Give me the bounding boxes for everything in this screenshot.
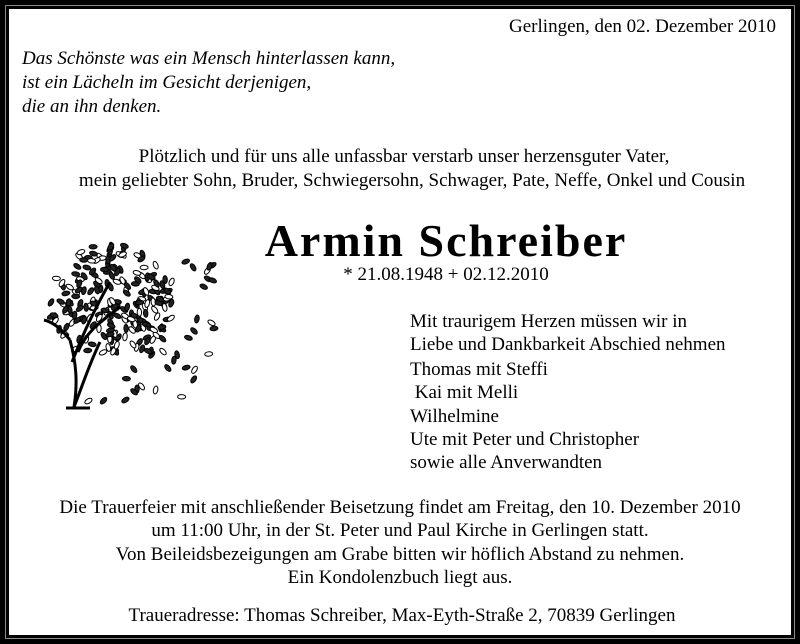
leaf — [130, 365, 139, 374]
mourners-intro-line: Liebe und Dankbarkeit Abschied nehmen — [410, 334, 726, 355]
funeral-line: Ein Kondolenzbuch liegt aus. — [287, 567, 513, 588]
leaf — [122, 333, 128, 342]
leaf — [62, 290, 71, 296]
funeral-line: Von Beileidsbezeigungen am Grabe bitten wir höflich Abstand zu nehmen. — [115, 544, 685, 565]
leaf — [190, 365, 198, 374]
leaf — [84, 348, 92, 353]
leaf — [143, 309, 148, 317]
leaf — [87, 287, 95, 296]
leaf — [99, 396, 108, 405]
leaf — [182, 364, 191, 370]
mourner: Ute mit Peter und Christopher — [410, 429, 640, 450]
leaf — [124, 324, 129, 332]
poem-line: die an ihn denken. — [22, 96, 162, 117]
leaf — [178, 395, 186, 400]
funeral-line: Die Trauerfeier mit anschließender Beisetzung findet am Freitag, den 10. Dezember 2010 — [59, 497, 741, 518]
life-dates: * 21.08.1948 + 02.12.2010 — [343, 264, 549, 285]
leaf — [166, 314, 175, 322]
leaf — [47, 298, 55, 307]
leaf — [121, 396, 130, 404]
leaf — [165, 294, 174, 299]
leaf — [204, 351, 212, 356]
leaf — [153, 312, 161, 321]
deceased-name: Armin Schreiber — [264, 215, 628, 266]
funeral-line: um 11:00 Uhr, in der St. Peter und Paul Kirche in Gerlingen statt. — [151, 520, 649, 541]
leaf — [153, 386, 159, 395]
leaf — [124, 303, 130, 312]
leaf — [129, 340, 137, 349]
leaf — [88, 341, 97, 347]
leaf — [56, 298, 65, 305]
mourner: sowie alle Anverwandten — [410, 452, 603, 473]
leaf — [122, 289, 131, 297]
leaf — [158, 334, 167, 343]
leaf — [199, 283, 208, 290]
leaf — [137, 308, 142, 316]
leaf — [107, 322, 116, 329]
mourners-intro-line: Mit traurigem Herzen müssen wir in — [410, 311, 688, 332]
leaf — [190, 327, 199, 336]
leaf — [84, 303, 89, 311]
leaf — [190, 375, 198, 384]
leaf — [75, 304, 84, 313]
leaf — [159, 347, 168, 356]
leaf — [164, 364, 173, 373]
poem-line: Das Schönste was ein Mensch hinterlassen kann, — [22, 48, 396, 69]
leaf — [84, 397, 93, 405]
leaf — [194, 315, 200, 324]
intro-line: Plötzlich und für uns alle unfassbar verstarb unser herzensguter Vater, — [138, 146, 670, 167]
leaf — [113, 341, 120, 350]
mourner: Thomas mit Steffi — [410, 359, 548, 380]
mourner: Wilhelmine — [410, 406, 499, 427]
mourning-address: Traueradresse: Thomas Schreiber, Max-Eyth-Straße 2, 70839 Gerlingen — [128, 605, 676, 626]
leaf — [207, 319, 216, 327]
intro-line: mein geliebter Sohn, Bruder, Schwiegersohn, Schwager, Pate, Neffe, Onkel und Cousin — [78, 170, 746, 191]
place-date: Gerlingen, den 02. Dezember 2010 — [509, 16, 776, 37]
leaf — [210, 326, 218, 331]
mourner: Kai mit Melli — [410, 382, 519, 403]
leaf — [122, 376, 130, 381]
leaf — [72, 294, 80, 299]
leaf — [184, 335, 193, 342]
leaf — [162, 303, 168, 312]
leaf — [171, 356, 176, 364]
poem-line: ist ein Lächeln im Gesicht derjenigen, — [22, 72, 312, 93]
